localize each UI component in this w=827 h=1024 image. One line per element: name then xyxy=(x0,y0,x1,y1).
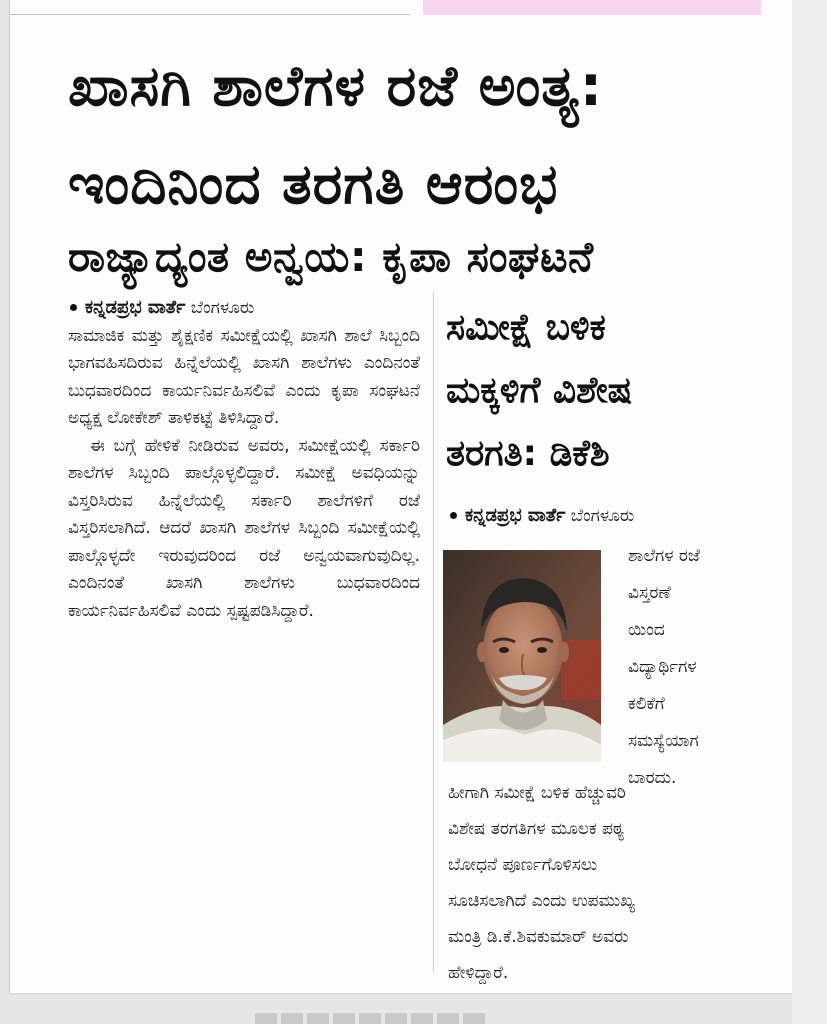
left-source: ಕನ್ನಡಪ್ರಭ ವಾರ್ತೆ xyxy=(85,297,186,318)
right-narrow-text xyxy=(628,538,768,797)
wide-line: ಸೂಚಿಸಲಾಗಿದೆ ಎಂದು ಉಪಮುಖ್ಯ xyxy=(448,891,635,911)
wide-line: ವಿಶೇಷ ತರಗತಿಗಳ ಮೂಲಕ ಪಠ್ಯ xyxy=(448,819,625,839)
left-city: ಬೆಂಗಳೂರು xyxy=(190,298,255,318)
bullet-icon xyxy=(450,512,457,519)
top-rule xyxy=(10,14,410,15)
narrow-line: ವಿಸ್ತರಣೆ xyxy=(628,583,671,603)
bullet-icon xyxy=(70,304,77,311)
right-wide-text xyxy=(448,775,778,991)
narrow-line: ಬಾರದು. xyxy=(628,768,677,788)
column-divider xyxy=(433,292,434,972)
headline-line-2: ಇಂದಿನಿಂದ ತರಗತಿ ಆರಂಭ xyxy=(68,152,559,217)
left-paragraph-1: ಸಾಮಾಜಿಕ ಮತ್ತು ಶೈಕ್ಷಣಿಕ ಸಮೀಕ್ಷೆಯಲ್ಲಿ ಖಾಸಗಿ ಶಾಲೆ ಸಿಬ್ಬಂದಿ ಭಾಗವಹಿಸದಿರುವ ಹಿನ್ನೆಲೆಯಲ್ಲಿ ಖಾಸಗಿ ಶಾಲೆಗಳು ಎಂದಿನಂತೆ ಬುಧವಾರದಿಂದ ಕಾರ್ಯನಿರ್ವಹಿಸಲಿವೆ ಎಂದು ಕೃಪಾ ಸಂಘಟನೆ ಅಧ್ಯಕ್ಷ ಲೋಕೇಶ್ ತಾಳಿಕಟ್ಟೆ ತಿಳಿಸಿದ್ದಾರೆ. xyxy=(68,325,420,428)
left-paragraph-2: ಈ ಬಗ್ಗೆ ಹೇಳಿಕೆ ನೀಡಿರುವ ಅವರು, ಸಮೀಕ್ಷೆಯಲ್ಲಿ ಸರ್ಕಾರಿ ಶಾಲೆಗಳ ಸಿಬ್ಬಂದಿ ಪಾಲ್ಗೊಳ್ಳಲಿದ್ದಾರೆ. ಸಮೀಕ್ಷೆ ಅವಧಿಯನ್ನು ವಿಸ್ತರಿಸಿರುವ ಹಿನ್ನೆಲೆಯಲ್ಲಿ ಸರ್ಕಾರಿ ಶಾಲೆಗಳಿಗೆ ರಜೆ ವಿಸ್ತರಿಸಲಾಗಿದೆ. ಆದರೆ ಖಾಸಗಿ ಶಾಲೆಗಳ ಸಿಬ್ಬಂದಿ ಸಮೀಕ್ಷೆಯಲ್ಲಿ ಪಾಲ್ಗೊಳ್ಳದೇ ಇರುವುದರಿಂದ ರಜೆ ಅನ್ವಯವಾಗುವುದಿಲ್ಲ. ಎಂದಿನಂತೆ ಖಾಸಗಿ ಶಾಲೆಗಳು ಬುಧವಾರದಿಂದ ಕಾರ್ಯನಿರ್ವಹಿಸಲಿವೆ ಎಂದು ಸ್ಪಷ್ಟಪಡಿಸಿದ್ದಾರೆ. xyxy=(68,435,420,621)
wide-line: ಮಂತ್ರಿ ಡಿ.ಕೆ.ಶಿವಕುಮಾರ್ ಅವರು xyxy=(448,927,629,947)
right-sub-headline xyxy=(446,296,746,485)
left-byline xyxy=(68,294,420,323)
portrait-illustration xyxy=(443,550,601,762)
narrow-line: ಶಾಲೆಗಳ ರಜೆ xyxy=(628,546,700,566)
cropped-footer-text xyxy=(255,1012,515,1024)
right-source: ಕನ್ನಡಪ್ರಭ ವಾರ್ತೆ xyxy=(465,505,566,526)
right-city: ಬೆಂಗಳೂರು xyxy=(570,506,635,526)
narrow-line: ಸಮಸ್ಯೆಯಾಗ xyxy=(628,731,699,751)
headline-line-3: ರಾಜ್ಯಾದ್ಯಂತ ಅನ್ವಯ: ಕೃಪಾ ಸಂಘಟನೆ xyxy=(68,232,594,281)
sub-headline-line-1: ಸಮೀಕ್ಷೆ ಬಳಿಕ xyxy=(446,307,606,348)
right-byline xyxy=(448,505,634,526)
narrow-line: ಕಲಿಕೆಗೆ xyxy=(628,694,665,714)
narrow-line: ವಿದ್ಯಾರ್ಥಿಗಳ xyxy=(628,657,697,677)
sub-headline-line-3: ತರಗತಿ: ಡಿಕೆಶಿ xyxy=(446,433,610,474)
portrait-photo xyxy=(443,550,601,762)
pink-tab xyxy=(423,0,761,15)
wide-line: ಬೋಧನೆ ಪೂರ್ಣಗೊಳಿಸಲು xyxy=(448,855,598,875)
right-margin-strip xyxy=(792,0,827,1024)
wide-line: ಹೇಳಿದ್ದಾರೆ. xyxy=(448,963,509,983)
sub-headline-line-2: ಮಕ್ಕಳಿಗೆ ವಿಶೇಷ xyxy=(446,370,633,411)
wide-line: ಹೀಗಾಗಿ ಸಮೀಕ್ಷೆ ಬಳಿಕ ಹೆಚ್ಚುವರಿ xyxy=(448,783,626,803)
headline-line-1: ಖಾಸಗಿ ಶಾಲೆಗಳ ರಜೆ ಅಂತ್ಯ: xyxy=(68,54,604,119)
narrow-line: ಯಿಂದ xyxy=(628,620,665,640)
left-article-column xyxy=(68,294,420,625)
